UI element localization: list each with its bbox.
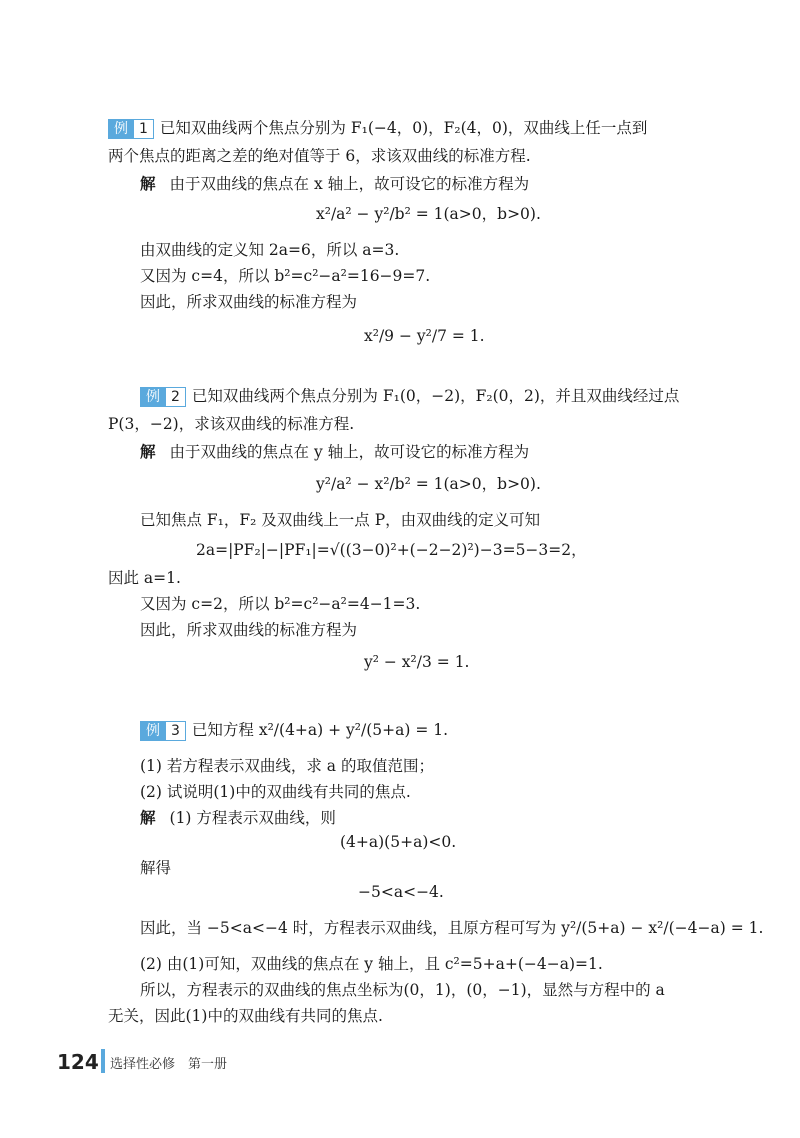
example-2-solution-line-4: 又因为 c=2，所以 b²=c²−a²=4−1=3. [140,595,421,613]
example-1-equation-1: x²/a² − y²/b² = 1(a>0，b>0). [316,205,541,223]
example-1-text-1: 已知双曲线两个焦点分别为 F₁(−4，0)，F₂(4，0)，双曲线上任一点到 [159,119,648,137]
solution-label: 解 [140,175,156,193]
example-3-equation-1: (4+a)(5+a)<0. [340,833,457,851]
example-2-solution-line-1 [140,442,529,462]
example-3-solution-line-1 [140,808,336,828]
example-1-solution-line-1 [140,174,529,194]
example-3-solution-line-5: 所以，方程表示的双曲线的焦点坐标为(0，1)，(0，−1)，显然与方程中的 a [140,981,665,999]
example-1-badge [108,119,154,139]
example-1-solution-line-4: 因此，所求双曲线的标准方程为 [140,293,358,311]
example-2-text-1: 已知双曲线两个焦点分别为 F₁(0，−2)，F₂(0，2)，并且双曲线经过点 [191,387,680,405]
example-2-equation-1: y²/a² − x²/b² = 1(a>0，b>0). [316,475,541,493]
example-3-text-1: 已知方程 x²/(4+a) + y²/(5+a) = 1. [191,721,449,739]
example-2-solution-line-5: 因此，所求双曲线的标准方程为 [140,621,358,639]
example-3-solution-line-6: 无关，因此(1)中的双曲线有共同的焦点. [108,1007,383,1025]
example-2-badge [140,387,186,407]
solution-text: 由于双曲线的焦点在 y 轴上，故可设它的标准方程为 [169,443,530,461]
example-1-solution-line-2: 由双曲线的定义知 2a=6，所以 a=3. [140,241,400,259]
page-number: 124 [57,1050,99,1074]
solution-text: (1) 方程表示双曲线，则 [169,809,336,827]
solution-label: 解 [140,443,156,461]
example-2-solution-line-3: 因此 a=1. [108,569,181,587]
example-3-badge [140,721,186,741]
example-2-line-2: P(3，−2)，求该双曲线的标准方程. [108,415,355,433]
example-3-solution-line-4: (2) 由(1)可知，双曲线的焦点在 y 轴上，且 c²=5+a+(−4−a)=1. [140,955,603,973]
footer-divider [101,1049,105,1073]
example-2-equation-3: y² − x²/3 = 1. [364,653,470,671]
example-badge-word: 例 [140,721,166,741]
example-3-solution-line-2: 解得 [140,859,172,877]
example-3-question-2: (2) 试说明(1)中的双曲线有共同的焦点. [140,783,411,801]
example-2-line-1 [140,386,679,407]
example-2-equation-2: 2a=|PF₂|−|PF₁|=√((3−0)²+(−2−2)²)−3=5−3=2， [196,541,587,559]
example-1-solution-line-3: 又因为 c=4，所以 b²=c²−a²=16−9=7. [140,267,431,285]
example-3-solution-line-3: 因此，当 −5<a<−4 时，方程表示双曲线，且原方程可写为 y²/(5+a) − x²/(−4−a) = 1. [140,919,764,937]
example-2-solution-line-2: 已知焦点 F₁，F₂ 及双曲线上一点 P，由双曲线的定义可知 [140,511,541,529]
example-badge-number: 3 [166,721,186,741]
solution-label: 解 [140,809,156,827]
example-1-line-1 [108,118,647,139]
book-title: 选择性必修 第一册 [110,1057,228,1072]
solution-text: 由于双曲线的焦点在 x 轴上，故可设它的标准方程为 [169,175,530,193]
example-badge-number: 2 [166,387,186,407]
example-1-line-2: 两个焦点的距离之差的绝对值等于 6，求该双曲线的标准方程. [108,147,531,165]
example-3-line-1 [140,720,448,741]
example-badge-number: 1 [134,119,154,139]
example-3-question-1: (1) 若方程表示双曲线，求 a 的取值范围； [140,757,434,775]
example-3-equation-2: −5<a<−4. [358,883,444,901]
example-badge-word: 例 [108,119,134,139]
example-1-equation-2: x²/9 − y²/7 = 1. [364,327,485,345]
example-badge-word: 例 [140,387,166,407]
